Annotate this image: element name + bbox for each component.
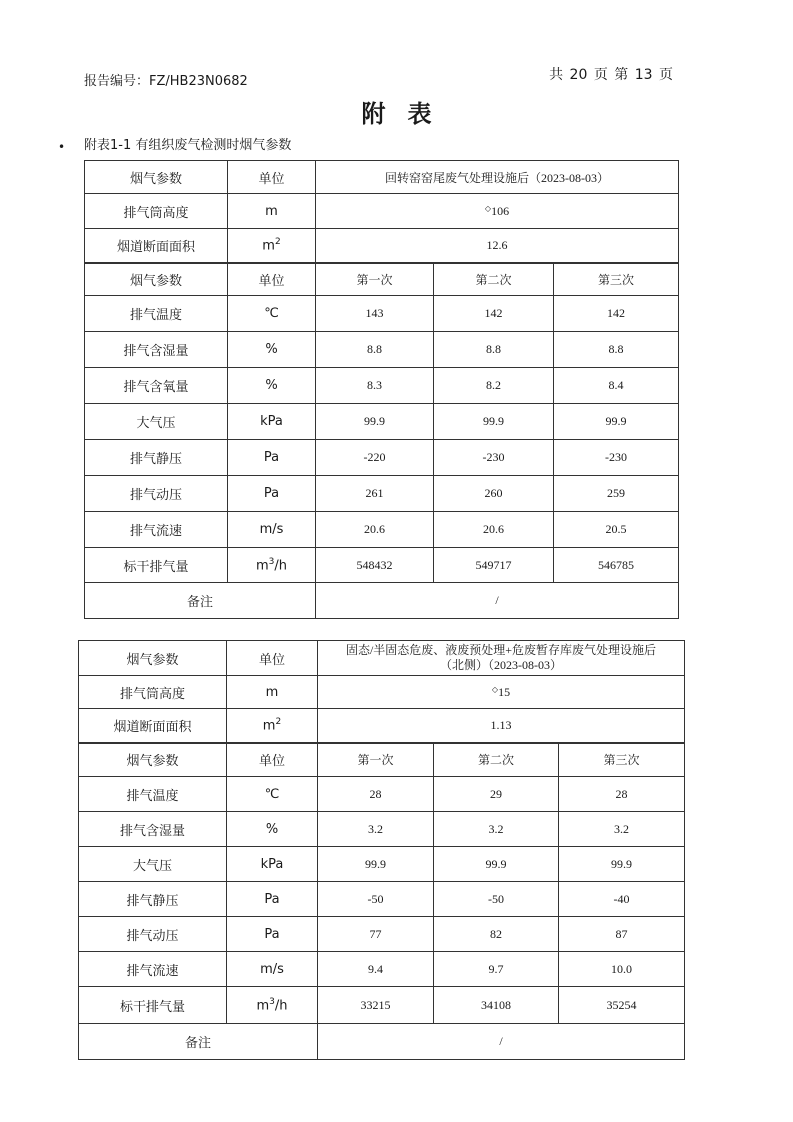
- header-run-1: 第一次: [316, 263, 434, 296]
- table-row: [79, 952, 685, 987]
- value-run-1: 20.6: [316, 512, 434, 548]
- value-run-2: 29: [434, 777, 559, 812]
- page-info: 共 20 页 第 13 页: [549, 67, 673, 83]
- param-label: 排气动压: [85, 476, 228, 512]
- header-param: 烟气参数: [85, 161, 228, 194]
- value-run-1: 99.9: [316, 404, 434, 440]
- param-unit: m/s: [228, 512, 316, 548]
- remark-label: 备注: [79, 1024, 318, 1060]
- param-unit: ℃: [227, 777, 318, 812]
- stack-height-value: ◇15: [318, 676, 685, 709]
- value-run-3: 28: [559, 777, 685, 812]
- value-run-1: -220: [316, 440, 434, 476]
- table-row: [79, 1024, 685, 1060]
- value-run-3: 8.4: [554, 368, 679, 404]
- flow-label: 标干排气量: [85, 548, 228, 583]
- value-run-2: 549717: [434, 548, 554, 583]
- header-run-1: 第一次: [318, 743, 434, 777]
- param-label: 大气压: [85, 404, 228, 440]
- value-run-2: -230: [434, 440, 554, 476]
- remark-label: 备注: [85, 583, 316, 619]
- value-run-1: 99.9: [318, 847, 434, 882]
- header-unit: 单位: [227, 743, 318, 777]
- value-run-3: 8.8: [554, 332, 679, 368]
- param-unit: kPa: [228, 404, 316, 440]
- table-row: [79, 812, 685, 847]
- flow-unit: $m^3/h$: [227, 987, 318, 1024]
- param-label: 排气流速: [79, 952, 227, 987]
- param-unit: %: [228, 332, 316, 368]
- flue-area-label: 烟道断面面积: [85, 229, 228, 263]
- stack-height-unit: m: [228, 194, 316, 229]
- param-label: 排气温度: [79, 777, 227, 812]
- diamond-icon: ◇: [491, 684, 499, 694]
- value-run-3: 35254: [559, 987, 685, 1024]
- param-label: 排气动压: [79, 917, 227, 952]
- param-label: 排气含湿量: [85, 332, 228, 368]
- table-row: [79, 676, 685, 709]
- value-run-1: 77: [318, 917, 434, 952]
- param-label: 排气流速: [85, 512, 228, 548]
- table-row: [85, 368, 679, 404]
- table-row: [85, 440, 679, 476]
- flue-area-label: 烟道断面面积: [79, 709, 227, 743]
- flue-gas-table-2: [78, 640, 685, 1060]
- value-run-1: 143: [316, 296, 434, 332]
- value-run-1: 261: [316, 476, 434, 512]
- header-run-3: 第三次: [559, 743, 685, 777]
- value-run-1: 548432: [316, 548, 434, 583]
- value-run-2: 142: [434, 296, 554, 332]
- param-unit: Pa: [228, 440, 316, 476]
- value-run-2: 20.6: [434, 512, 554, 548]
- value-run-2: 34108: [434, 987, 559, 1024]
- remark-value: /: [318, 1024, 685, 1060]
- param-unit: kPa: [227, 847, 318, 882]
- value-run-1: -50: [318, 882, 434, 917]
- table-row: [79, 847, 685, 882]
- table-row: [79, 882, 685, 917]
- value-run-3: 99.9: [554, 404, 679, 440]
- value-run-1: 8.3: [316, 368, 434, 404]
- stack-height-value: ◇106: [316, 194, 679, 229]
- table-row: [85, 296, 679, 332]
- param-unit: Pa: [227, 882, 318, 917]
- stack-height-unit: m: [227, 676, 318, 709]
- header-param: 烟气参数: [79, 743, 227, 777]
- value-run-3: 546785: [554, 548, 679, 583]
- report-number: 报告编号：FZ/HB23N0682: [84, 74, 248, 89]
- param-unit: Pa: [227, 917, 318, 952]
- flue-area-unit: $m^2$: [228, 229, 316, 263]
- table-row: [85, 512, 679, 548]
- value-run-1: 8.8: [316, 332, 434, 368]
- param-label: 排气静压: [85, 440, 228, 476]
- value-run-2: 99.9: [434, 847, 559, 882]
- table-row: [79, 709, 685, 743]
- table-row: [85, 161, 679, 194]
- value-run-3: -40: [559, 882, 685, 917]
- flue-gas-table-1: [84, 160, 679, 619]
- sampling-location: 回转窑窑尾废气处理设施后（2023-08-03）: [316, 161, 679, 194]
- flue-area-value: 1.13: [318, 709, 685, 743]
- param-unit: Pa: [228, 476, 316, 512]
- flue-area-unit: $m^2$: [227, 709, 318, 743]
- table-row: [79, 917, 685, 952]
- flue-area-value: 12.6: [316, 229, 679, 263]
- value-run-3: 20.5: [554, 512, 679, 548]
- param-label: 排气含氧量: [85, 368, 228, 404]
- param-unit: m/s: [227, 952, 318, 987]
- header-run-2: 第二次: [434, 263, 554, 296]
- table-caption: 附表1-1 有组织废气检测时烟气参数: [84, 138, 292, 153]
- value-run-2: 99.9: [434, 404, 554, 440]
- param-unit: %: [228, 368, 316, 404]
- remark-value: /: [316, 583, 679, 619]
- param-label: 排气静压: [79, 882, 227, 917]
- flow-label: 标干排气量: [79, 987, 227, 1024]
- table-row: [85, 229, 679, 263]
- value-run-3: 142: [554, 296, 679, 332]
- flow-unit: $m^3/h$: [228, 548, 316, 583]
- value-run-2: 260: [434, 476, 554, 512]
- header-run-3: 第三次: [554, 263, 679, 296]
- table-row: [85, 583, 679, 619]
- value-run-1: 9.4: [318, 952, 434, 987]
- table-row: [79, 641, 685, 676]
- margin-mark: •: [58, 140, 66, 154]
- param-unit: ℃: [228, 296, 316, 332]
- param-label: 排气温度: [85, 296, 228, 332]
- value-run-3: -230: [554, 440, 679, 476]
- header-unit: 单位: [227, 641, 318, 676]
- value-run-1: 33215: [318, 987, 434, 1024]
- header-param: 烟气参数: [85, 263, 228, 296]
- param-label: 大气压: [79, 847, 227, 882]
- table-row: [85, 263, 679, 296]
- header-param: 烟气参数: [79, 641, 227, 676]
- stack-height-label: 排气筒高度: [79, 676, 227, 709]
- table-row: [85, 194, 679, 229]
- header-unit: 单位: [228, 161, 316, 194]
- table-row: [85, 548, 679, 583]
- value-run-2: 8.2: [434, 368, 554, 404]
- header-unit: 单位: [228, 263, 316, 296]
- page-title: 附表: [361, 100, 454, 128]
- table-row: [79, 777, 685, 812]
- value-run-3: 10.0: [559, 952, 685, 987]
- value-run-2: 8.8: [434, 332, 554, 368]
- value-run-2: 82: [434, 917, 559, 952]
- value-run-2: 3.2: [434, 812, 559, 847]
- value-run-2: -50: [434, 882, 559, 917]
- value-run-2: 9.7: [434, 952, 559, 987]
- stack-height-label: 排气筒高度: [85, 194, 228, 229]
- value-run-1: 3.2: [318, 812, 434, 847]
- table-row: [85, 404, 679, 440]
- param-unit: %: [227, 812, 318, 847]
- header-run-2: 第二次: [434, 743, 559, 777]
- sampling-location: 固态/半固态危废、液废预处理+危废暂存库废气处理设施后 （北侧）（2023-08-03）: [318, 641, 685, 676]
- value-run-3: 3.2: [559, 812, 685, 847]
- value-run-3: 99.9: [559, 847, 685, 882]
- table-row: [79, 987, 685, 1024]
- value-run-1: 28: [318, 777, 434, 812]
- value-run-3: 259: [554, 476, 679, 512]
- value-run-3: 87: [559, 917, 685, 952]
- table-row: [85, 476, 679, 512]
- table-row: [79, 743, 685, 777]
- table-row: [85, 332, 679, 368]
- param-label: 排气含湿量: [79, 812, 227, 847]
- diamond-icon: ◇: [484, 203, 492, 213]
